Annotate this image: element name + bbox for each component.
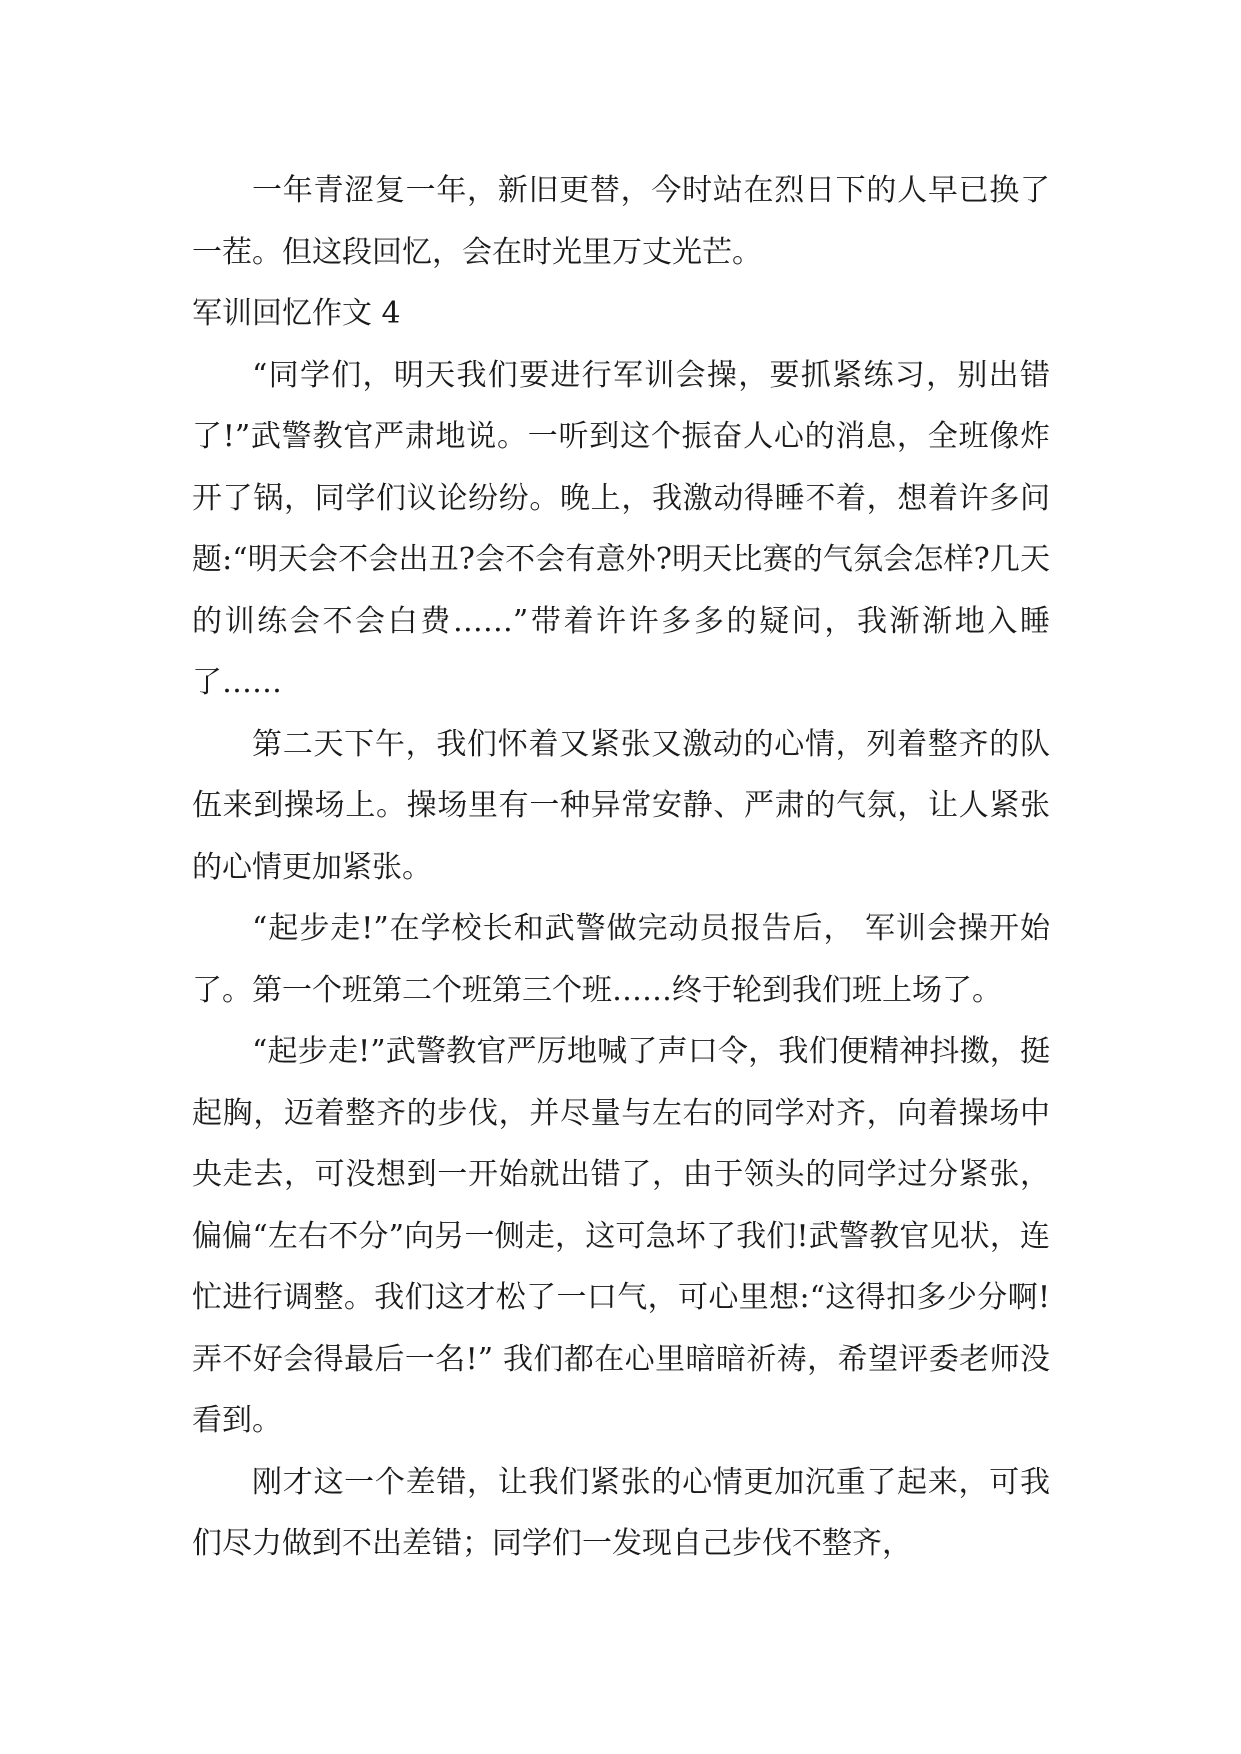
paragraph-4: “起步走!”武警教官严厉地喊了声口令，我们便精神抖擞，挺起胸，迈着整齐的步伐，并尽量与左右的同学对齐，向着操场中央走去，可没想到一开始就出错了，由于领头的同学过分紧张，偏偏“左右不分”向另一侧走，这可急坏了我们!武警教官见状，连忙进行调整。我们这才松了一口气，可心里想:“这得扣多少分啊!弄不好会得最后一名!” 我们都在心里暗暗祈祷，希望评委老师没看到。 — [192, 1034, 1050, 1438]
paragraph-1: “同学们，明天我们要进行军训会操，要抓紧练习，别出错了!”武警教官严肃地说。一听到这个振奋人心的消息，全班像炸开了锅，同学们议论纷纷。晚上，我激动得睡不着，想着许多问题:“明天会不会出丑?会不会有意外?明天比赛的气氛会怎样?几天的训练会不会白费……”带着许许多多的疑问，我渐渐地入睡了…… — [192, 357, 1050, 700]
document-body — [192, 160, 1050, 1575]
paragraph-5: 刚才这一个差错，让我们紧张的心情更加沉重了起来，可我们尽力做到不出差错；同学们一发现自己步伐不整齐， — [192, 1464, 1050, 1561]
paragraph-3: “起步走!”在学校长和武警做完动员报告后， 军训会操开始了。第一个班第二个班第三个班……终于轮到我们班上场了。 — [192, 911, 1050, 1008]
paragraph-2: 第二天下午，我们怀着又紧张又激动的心情，列着整齐的队伍来到操场上。操场里有一种异常安静、严肃的气氛，让人紧张的心情更加紧张。 — [192, 726, 1050, 885]
intro-paragraph: 一年青涩复一年，新旧更替，今时站在烈日下的人早已换了一茬。但这段回忆，会在时光里万丈光芒。 — [192, 173, 1050, 270]
essay-heading: 军训回忆作文 4 — [192, 296, 401, 331]
